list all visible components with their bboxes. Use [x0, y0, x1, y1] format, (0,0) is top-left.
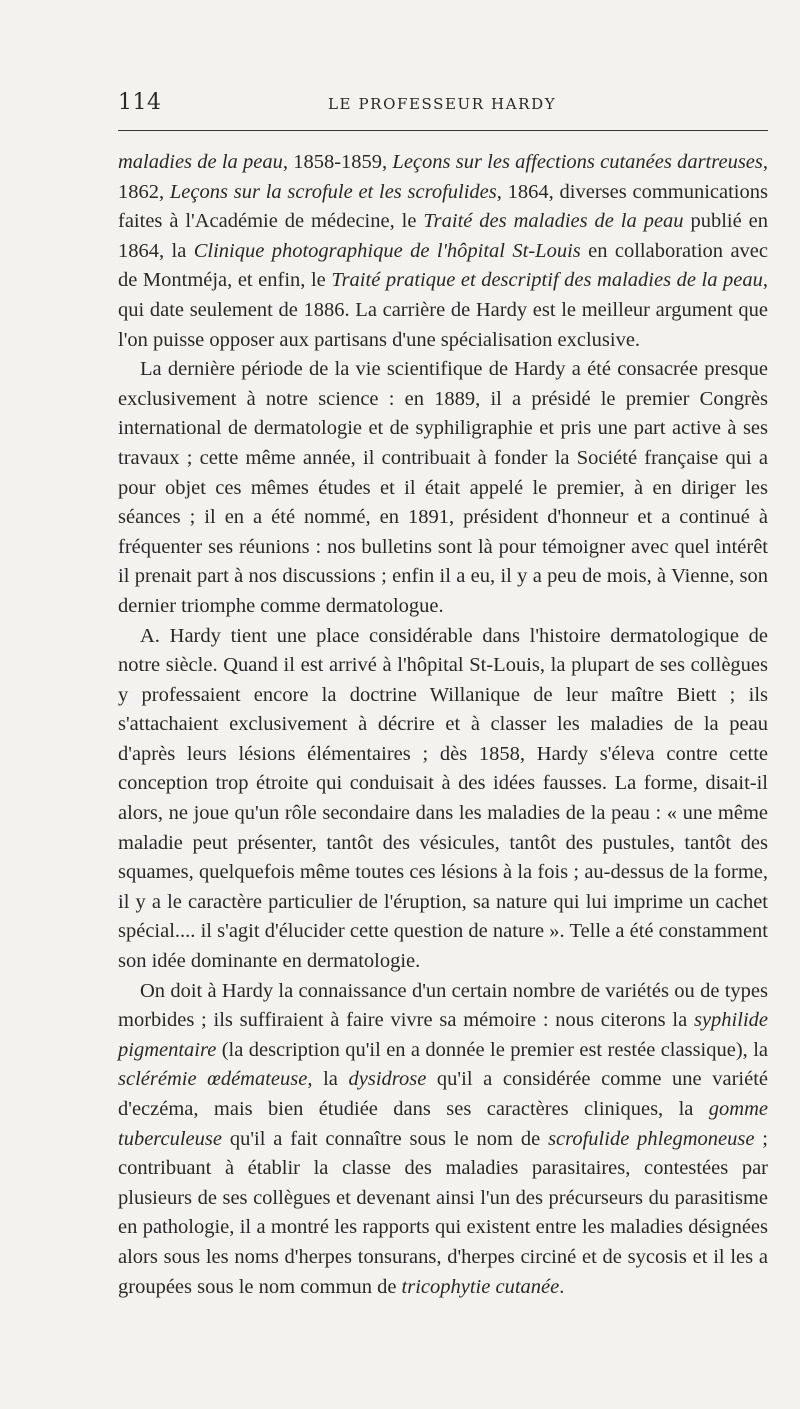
paragraph-text: .	[559, 1275, 565, 1298]
paragraph	[118, 148, 768, 355]
running-title: LE PROFESSEUR HARDY	[328, 95, 557, 113]
italic-title-text: Leçons sur la scrofule et les scrofulides	[169, 180, 497, 203]
header-rule	[118, 130, 768, 131]
italic-title-text: scrofulide phlegmoneuse	[548, 1127, 755, 1150]
body-text	[118, 148, 768, 1302]
paragraph-text: en collaboration avec de Montméja, et enfin, le	[118, 239, 768, 292]
italic-title-text: syphilide pigmentaire	[118, 1009, 768, 1061]
page-header	[118, 90, 768, 122]
paragraph-text: qu'il a fait connaître sous le nom de	[221, 1127, 549, 1150]
italic-title-text: tricophytie cutanée	[401, 1275, 560, 1298]
paragraph-text: , 1858-1859,	[282, 151, 393, 173]
paragraph	[118, 355, 768, 621]
paragraph-text: publié en 1864, la	[118, 210, 769, 262]
paragraph	[118, 977, 768, 1303]
paragraph-text: La dernière période de la vie scientifique de Hardy a été consacrée presque exclusivement à notre science : en 1889, il a présidé le premier Congrès international de dermatologie et de syphiligraphie et pris une part active à ses travaux ; cette même année, il contribuait à fonder la Société française qui a pour objet ces mêmes études et il était appelé le premier, à en diriger les séances ; il en a été nommé, en 1891, président d'honneur et a continué à fréquenter ses réunions : nos bulletins sont là pour témoigner avec quel intérêt il prenait part à nos discussions ; enfin il a eu, il y a peu de mois, à Vienne, son dernier triomphe comme dermatologue.	[118, 358, 768, 617]
paragraph-text: (la description qu'il en a donnée le premier est restée classique), la	[216, 1038, 768, 1061]
paragraph-text: On doit à Hardy la connaissance d'un certain nombre de variétés ou de types morbides ; ils suffiraient à faire vivre sa mémoire : nous citerons la	[118, 979, 768, 1032]
italic-title-text: Clinique photographique de l'hôpital St-Louis	[193, 239, 581, 262]
paragraph-text: qu'il a considérée comme une variété d'eczéma, mais bien étudiée dans ses caractères cliniques, la	[118, 1068, 769, 1120]
italic-title-text: gomme tuberculeuse	[118, 1098, 768, 1150]
paragraph-text: , qui date seulement de 1886. La carrière de Hardy est le meilleur argument que l'on puisse opposer aux partisans d'une spécialisation exclusive.	[118, 269, 768, 351]
italic-title-text: maladies de la peau	[118, 151, 283, 173]
page-number: 114	[118, 90, 162, 115]
paragraph-text: , 1864, diverses communications faites à l'Académie de médecine, le	[118, 180, 768, 233]
italic-title-text: Traité pratique et descriptif des maladies de la peau	[331, 269, 763, 292]
paragraph-text: , la	[307, 1068, 349, 1091]
paragraph	[118, 622, 768, 977]
italic-title-text: Traité des maladies de la peau	[423, 210, 684, 233]
italic-title-text: dysidrose	[348, 1068, 427, 1091]
italic-title-text: sclérémie œdémateuse	[118, 1068, 308, 1091]
paragraph-text: ; contribuant à établir la classe des maladies parasitaires, contestées par plusieurs de ses collègues et devenant ainsi l'un des précurseurs du parasitisme en pathologie, il a montré les rapports qui existent entre les maladies désignées alors sous les noms d'herpes tonsurans, d'herpes circiné et de sycosis et il les a groupées sous le nom commun de	[118, 1127, 768, 1298]
paragraph-text: A. Hardy tient une place considérable dans l'histoire dermatologique de notre siècle. Quand il est arrivé à l'hôpital St-Louis, la plupart de ses collègues y professaient encore la doctrine Willanique de leur maître Biett ; ils s'attachaient exclusivement à décrire et à classer les maladies de la peau d'après leurs lésions élémentaires ; dès 1858, Hardy s'éleva contre cette conception trop étroite qui conduisait à des idées fausses. La forme, disait-il alors, ne joue qu'un rôle secondaire dans les maladies de la peau : « une même maladie peut présenter, tantôt des vésicules, tantôt des pustules, tantôt des squames, quelquefois même toutes ces lésions à la fois ; au-dessus de la forme, il y a le caractère particulier de l'éruption, sa nature qui lui imprime un cachet spécial.... il s'agit d'élucider cette question de nature ». Telle a été constamment son idée dominante en dermatologie.	[118, 624, 768, 973]
italic-title-text: Leçons sur les affections cutanées dartreuses	[392, 151, 763, 173]
paragraph-text: , 1862,	[118, 151, 768, 203]
